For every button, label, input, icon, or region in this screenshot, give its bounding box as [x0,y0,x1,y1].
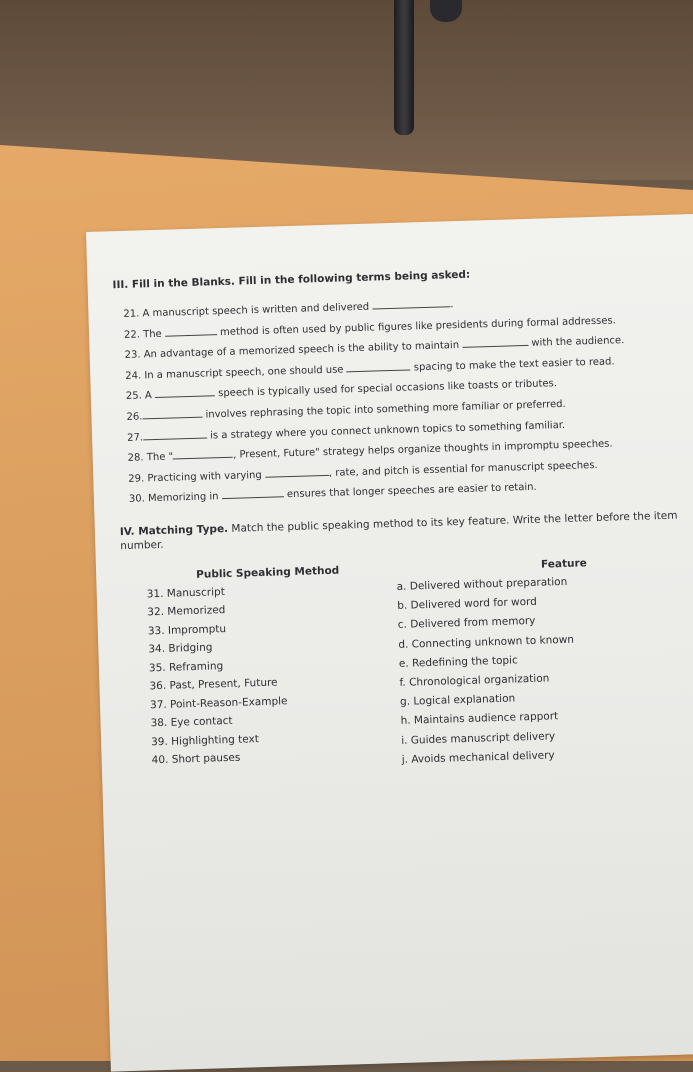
method-item: 36. Past, Present, Future [149,676,278,693]
method-item: 33. Impromptu [147,622,227,638]
section-4-instruction-text: Match the public speaking method to its key feature. Write the letter before the item number. [120,509,678,553]
section-4-instructions [120,507,693,553]
section-3-heading: III. Fill in the Blanks. Fill in the following terms being asked: [112,268,471,292]
methods-header: Public Speaking Method [196,564,340,581]
question-23: 23. An advantage of a memorized speech is the ability to maintain with the audience. [124,335,625,362]
answer-blank-29[interactable] [265,466,329,478]
worksheet-paper [86,213,693,1072]
feature-item: b. Delivered word for word [397,595,538,613]
answer-blank-26[interactable] [142,408,202,420]
feature-item: j. Avoids mechanical delivery [401,749,555,766]
method-item: 38. Eye contact [150,715,233,730]
features-column [396,557,593,770]
feature-item: e. Redefining the topic [398,654,518,670]
feature-item: c. Delivered from memory [397,615,536,632]
question-28: 28. The " , Present, Future" strategy helps organize thoughts in impromptu speeches. [127,438,613,465]
answer-blank-21[interactable] [372,297,450,309]
question-21: 21. A manuscript speech is written and delivered . [123,299,454,320]
question-24: 24. In a manuscript speech, one should use spacing to make the text easier to read. [125,356,615,382]
method-item: 31. Manuscript [146,585,226,601]
method-item: 37. Point-Reason-Example [149,695,288,712]
answer-blank-25[interactable] [155,387,215,399]
answer-blank-27[interactable] [143,428,207,440]
black-pole [394,0,414,135]
question-22: 22. The method is often used by public figures like presidents during formal addresses. [123,314,616,341]
matching-columns [121,553,693,801]
methods-column [146,565,345,771]
feature-item: h. Maintains audience rapport [400,710,559,728]
question-26: 26. involves rephrasing the topic into something more familiar or preferred. [126,398,566,423]
question-30: 30. Memorizing in ensures that longer speeches are easier to retain. [128,482,537,506]
method-item: 32. Memorized [147,604,226,619]
answer-blank-28[interactable] [173,448,233,460]
answer-blank-23[interactable] [462,336,528,348]
answer-blank-30[interactable] [222,488,284,500]
answer-blank-22[interactable] [165,325,217,337]
method-item: 39. Highlighting text [150,733,260,749]
section-4-label: IV. Matching Type. [119,522,229,539]
feature-item: i. Guides manuscript delivery [401,729,556,747]
method-item: 35. Reframing [148,660,224,675]
feature-item: g. Logical explanation [399,692,516,709]
feature-item: f. Chronological organization [399,672,550,689]
question-29: 29. Practicing with varying , rate, and pitch is essential for manuscript speeches. [128,459,598,485]
method-item: 40. Short pauses [151,752,241,767]
answer-blank-24[interactable] [346,360,410,372]
features-header: Feature [540,557,587,571]
worksheet-content [112,261,693,801]
feature-item: a. Delivered without preparation [396,575,568,593]
question-25: 25. A speech is typically used for special occasions like toasts or tributes. [125,378,558,403]
method-item: 34. Bridging [148,641,213,656]
question-27: 27. is a strategy where you connect unknown topics to something familiar. [126,419,566,444]
feature-item: d. Connecting unknown to known [398,633,575,651]
